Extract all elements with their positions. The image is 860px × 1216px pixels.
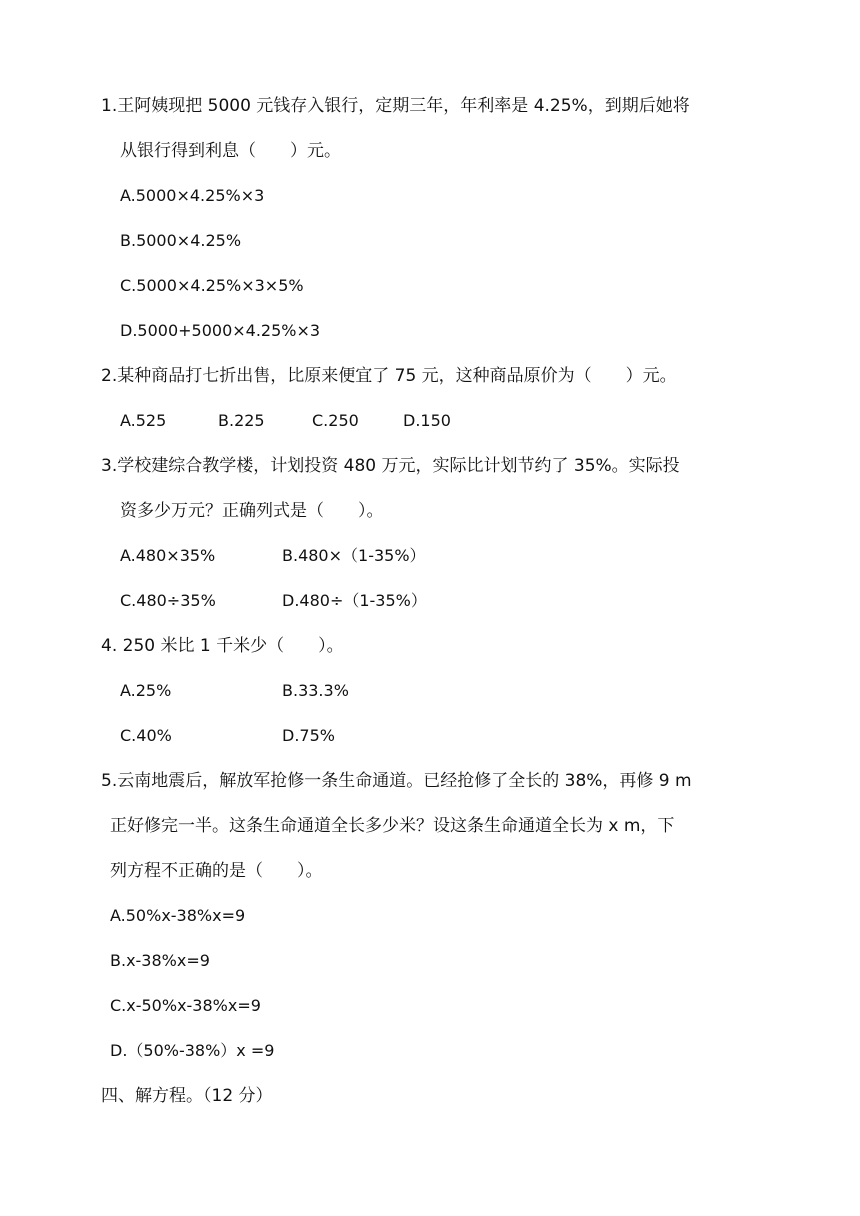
question-1-option-c: C.5000×4.25%×3×5%: [120, 276, 304, 295]
question-1-option-b: B.5000×4.25%: [120, 231, 242, 250]
question-4-text-line-1: 4. 250 米比 1 千米少（ ）。: [101, 636, 344, 656]
question-5-text-line-1: 5.云南地震后，解放军抢修一条生命通道。已经抢修了全长的 38%，再修 9 m: [101, 771, 692, 791]
question-5-option-b: B.x-38%x=9: [110, 951, 210, 970]
question-5-option-a: A.50%x-38%x=9: [110, 906, 246, 925]
question-5-option-d: D.（50%-38%）x =9: [110, 1041, 275, 1060]
question-1-text-line-2: 从银行得到利息（ ）元。: [120, 141, 341, 161]
question-2-option-a: A.525: [120, 411, 167, 430]
question-4-option-c: C.40%: [120, 726, 172, 745]
question-4-option-d: D.75%: [282, 726, 335, 745]
question-2-text-line-1: 2.某种商品打七折出售，比原来便宜了 75 元，这种商品原价为（ ）元。: [101, 366, 677, 386]
question-5-text-line-3: 列方程不正确的是（ ）。: [110, 861, 323, 881]
question-2-option-c: C.250: [312, 411, 359, 430]
question-3-option-c: C.480÷35%: [120, 591, 216, 610]
question-3-text-line-2: 资多少万元？正确列式是（ ）。: [120, 501, 384, 521]
question-3-text-line-1: 3.学校建综合教学楼，计划投资 480 万元，实际比计划节约了 35%。实际投: [101, 456, 680, 476]
question-3-option-d: D.480÷（1-35%）: [282, 591, 427, 610]
section-4-heading: 四、解方程。（12 分）: [101, 1086, 273, 1106]
question-4-option-a: A.25%: [120, 681, 172, 700]
question-3-option-b: B.480×（1-35%）: [282, 546, 426, 565]
question-5-text-line-2: 正好修完一半。这条生命通道全长多少米？设这条生命通道全长为 x m，下: [110, 816, 675, 836]
question-5-option-c: C.x-50%x-38%x=9: [110, 996, 261, 1015]
question-2-option-b: B.225: [218, 411, 265, 430]
question-2-option-d: D.150: [403, 411, 451, 430]
question-4-option-b: B.33.3%: [282, 681, 349, 700]
question-1-text-line-1: 1.王阿姨现把 5000 元钱存入银行，定期三年，年利率是 4.25%，到期后她将: [101, 96, 690, 116]
question-3-option-a: A.480×35%: [120, 546, 216, 565]
question-1-option-d: D.5000+5000×4.25%×3: [120, 321, 321, 340]
question-1-option-a: A.5000×4.25%×3: [120, 186, 265, 205]
